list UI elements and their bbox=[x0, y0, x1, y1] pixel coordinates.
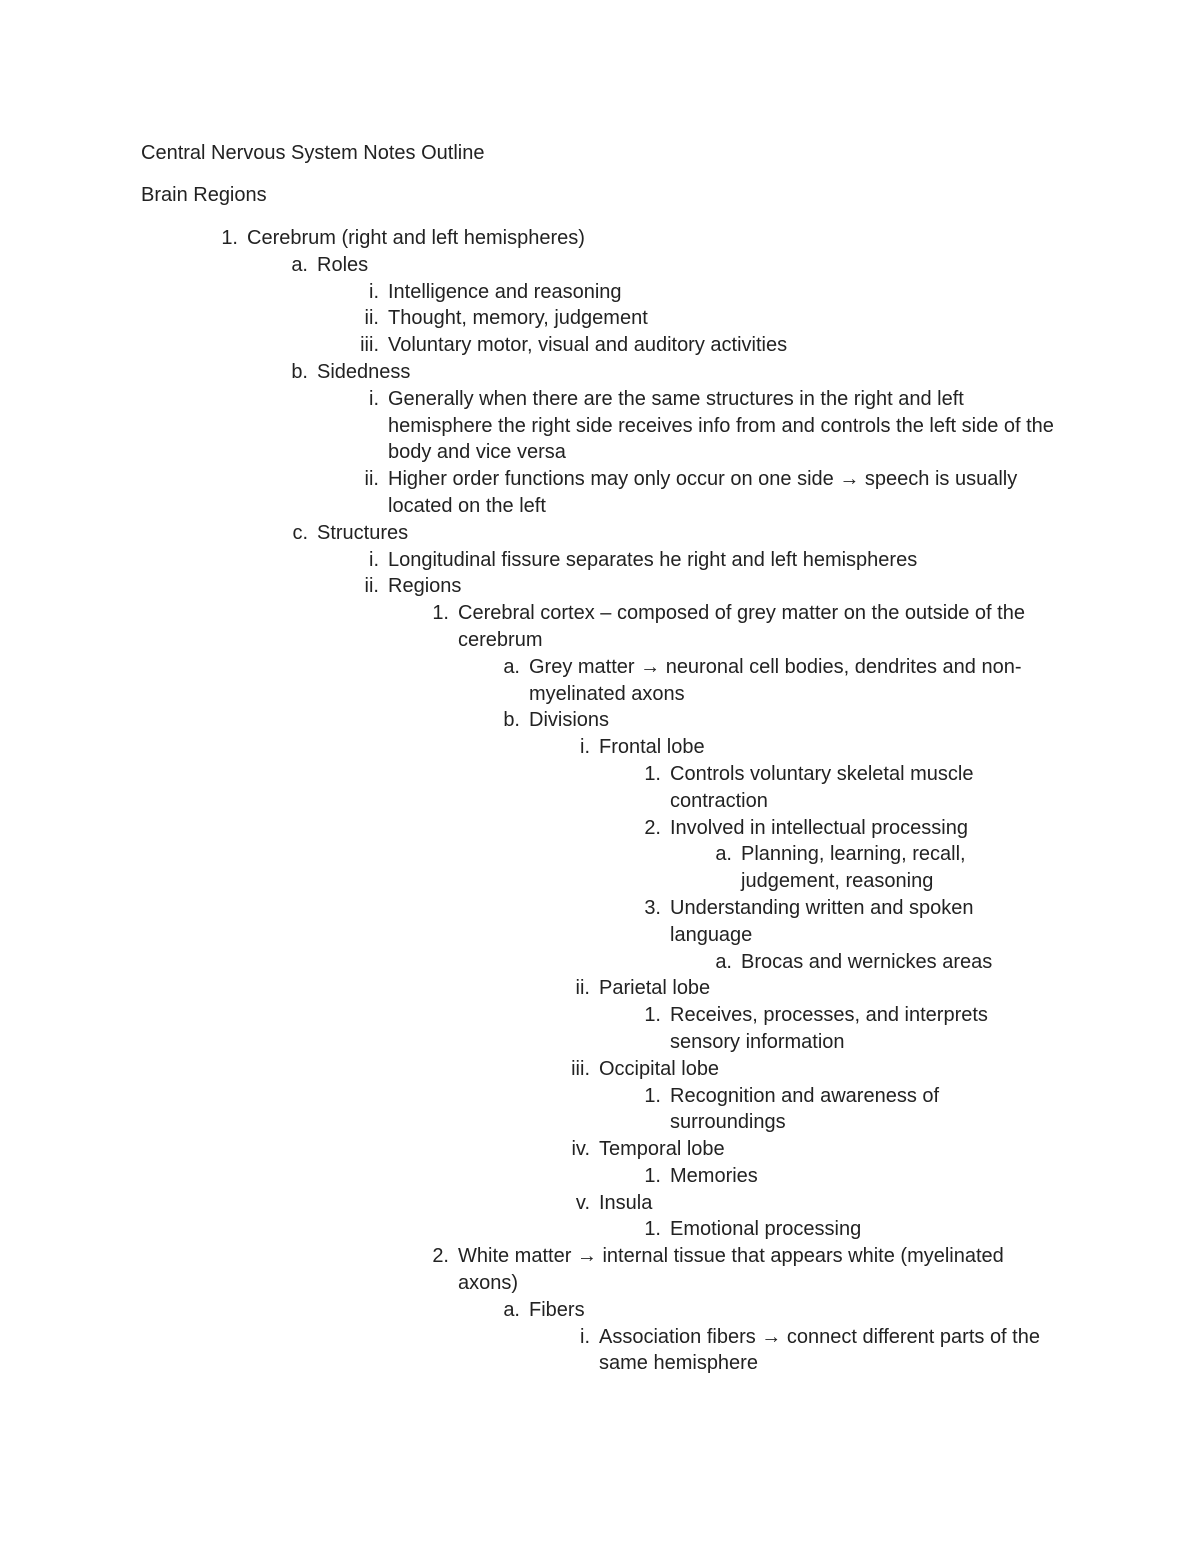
outline-item-marker: ii. bbox=[575, 977, 590, 1000]
outline-item-marker: 1. bbox=[221, 227, 238, 249]
outline-item-text: Generally when there are the same structures in the right and left hemisphere the right side receives info from and controls the left side of the body and vice versa bbox=[388, 387, 1054, 464]
outline-item-text: Parietal lobe bbox=[599, 977, 711, 1000]
outline-item-text: Divisions bbox=[529, 709, 610, 732]
outline-item-text: Brocas and wernickes areas bbox=[741, 950, 993, 973]
outline-item bbox=[0, 1083, 1200, 1137]
outline-item-marker: b. bbox=[291, 360, 308, 383]
outline-item-marker: i. bbox=[580, 1325, 590, 1348]
outline-item bbox=[0, 654, 1200, 708]
outline-item-text: Fibers bbox=[529, 1298, 585, 1321]
outline-item-marker: a. bbox=[715, 843, 732, 866]
outline-item-text: Structures bbox=[317, 521, 409, 544]
outline-item-marker: 1. bbox=[644, 1084, 661, 1107]
outline-item bbox=[0, 252, 1200, 279]
outline-item bbox=[0, 975, 1200, 1002]
outline-item bbox=[0, 1163, 1200, 1190]
outline-item-marker: a. bbox=[291, 253, 308, 276]
outline-item bbox=[0, 386, 1200, 466]
outline-item-text: Sidedness bbox=[317, 360, 411, 383]
outline-item bbox=[0, 225, 1200, 252]
outline-item bbox=[0, 520, 1200, 547]
outline-item bbox=[0, 841, 1200, 895]
outline-item bbox=[0, 466, 1200, 520]
outline-item-marker: ii. bbox=[364, 307, 379, 330]
outline-item-marker: 1. bbox=[644, 1218, 661, 1241]
outline-item-text: Regions bbox=[388, 575, 462, 598]
outline-item bbox=[0, 279, 1200, 306]
outline-item-text: Association fibers → connect different parts of the same hemisphere bbox=[599, 1325, 1040, 1375]
outline-item-marker: 3. bbox=[644, 896, 661, 919]
outline-item-text: White matter → internal tissue that appears white (myelinated axons) bbox=[458, 1245, 1004, 1295]
outline-item-marker: 2. bbox=[644, 816, 661, 839]
outline-item-text: Controls voluntary skeletal muscle contraction bbox=[670, 762, 974, 812]
outline-item bbox=[0, 707, 1200, 734]
document-title: Central Nervous System Notes Outline bbox=[141, 142, 485, 164]
outline-item bbox=[0, 1243, 1200, 1297]
outline-item-marker: 1. bbox=[432, 602, 449, 625]
outline-item-marker: iii. bbox=[360, 334, 379, 357]
outline-item-text: Temporal lobe bbox=[599, 1138, 725, 1161]
outline-item-text: Voluntary motor, visual and auditory activities bbox=[388, 334, 788, 357]
outline-item bbox=[0, 332, 1200, 359]
outline-item-marker: iii. bbox=[571, 1057, 590, 1080]
outline-item-marker: i. bbox=[369, 548, 379, 571]
outline-item bbox=[0, 815, 1200, 842]
outline-item-marker: 1. bbox=[644, 1164, 661, 1187]
outline-item bbox=[0, 359, 1200, 386]
outline-item-text: Roles bbox=[317, 253, 369, 276]
outline-item-marker: 1. bbox=[644, 762, 661, 785]
outline-item bbox=[0, 547, 1200, 574]
outline-item bbox=[0, 573, 1200, 600]
outline-item-text: Emotional processing bbox=[670, 1218, 862, 1241]
outline-item-marker: i. bbox=[369, 280, 379, 303]
outline-item bbox=[0, 1002, 1200, 1056]
outline-item-text: Longitudinal fissure separates he right and left hemispheres bbox=[388, 548, 918, 571]
outline-item bbox=[0, 305, 1200, 332]
outline-item-text: Occipital lobe bbox=[599, 1057, 720, 1080]
outline-item bbox=[0, 734, 1200, 761]
outline-item bbox=[0, 949, 1200, 976]
outline-item bbox=[0, 895, 1200, 949]
outline-item-marker: i. bbox=[580, 736, 590, 759]
outline-item-marker: 2. bbox=[432, 1245, 449, 1268]
outline-item-text: Higher order functions may only occur on one side → speech is usually located on the left bbox=[388, 468, 1018, 517]
outline-item-marker: 1. bbox=[644, 1004, 661, 1027]
outline-item-marker: ii. bbox=[364, 575, 379, 598]
outline-list bbox=[0, 225, 1200, 1377]
outline-item-marker: iv. bbox=[571, 1138, 590, 1161]
outline-item bbox=[0, 1056, 1200, 1083]
outline-item-marker: a. bbox=[503, 1298, 520, 1321]
outline-item bbox=[0, 1190, 1200, 1217]
outline-item bbox=[0, 600, 1200, 654]
outline-item-marker: i. bbox=[369, 387, 379, 410]
outline-item-marker: a. bbox=[503, 655, 520, 678]
outline-item-marker: ii. bbox=[364, 468, 379, 491]
outline-item-marker: v. bbox=[575, 1191, 590, 1214]
outline-item-text: Grey matter → neuronal cell bodies, dendrites and non-myelinated axons bbox=[529, 655, 1022, 705]
outline-item-text: Thought, memory, judgement bbox=[388, 307, 648, 330]
outline-item bbox=[0, 1297, 1200, 1324]
outline-item-text: Recognition and awareness of surroundings bbox=[670, 1084, 940, 1134]
outline-item-text: Involved in intellectual processing bbox=[670, 816, 968, 839]
outline-item-text: Memories bbox=[670, 1164, 758, 1187]
outline-item-text: Intelligence and reasoning bbox=[388, 280, 622, 303]
outline-item-text: Frontal lobe bbox=[599, 736, 705, 759]
outline-item-marker: a. bbox=[715, 950, 732, 973]
outline-item bbox=[0, 1324, 1200, 1378]
outline-item bbox=[0, 761, 1200, 815]
outline-item-text: Planning, learning, recall, judgement, reasoning bbox=[741, 843, 966, 893]
outline-item-text: Receives, processes, and interprets sensory information bbox=[670, 1004, 988, 1053]
outline-item-text: Cerebrum (right and left hemispheres) bbox=[247, 227, 585, 249]
section-heading: Brain Regions bbox=[141, 184, 267, 206]
outline-item-text: Insula bbox=[599, 1191, 653, 1214]
outline-item-text: Cerebral cortex – composed of grey matter on the outside of the cerebrum bbox=[458, 602, 1025, 651]
outline-item-text: Understanding written and spoken language bbox=[670, 896, 974, 946]
outline-item-marker: b. bbox=[503, 709, 520, 732]
outline-item-marker: c. bbox=[292, 521, 308, 544]
outline-item bbox=[0, 1216, 1200, 1243]
outline-item bbox=[0, 1136, 1200, 1163]
